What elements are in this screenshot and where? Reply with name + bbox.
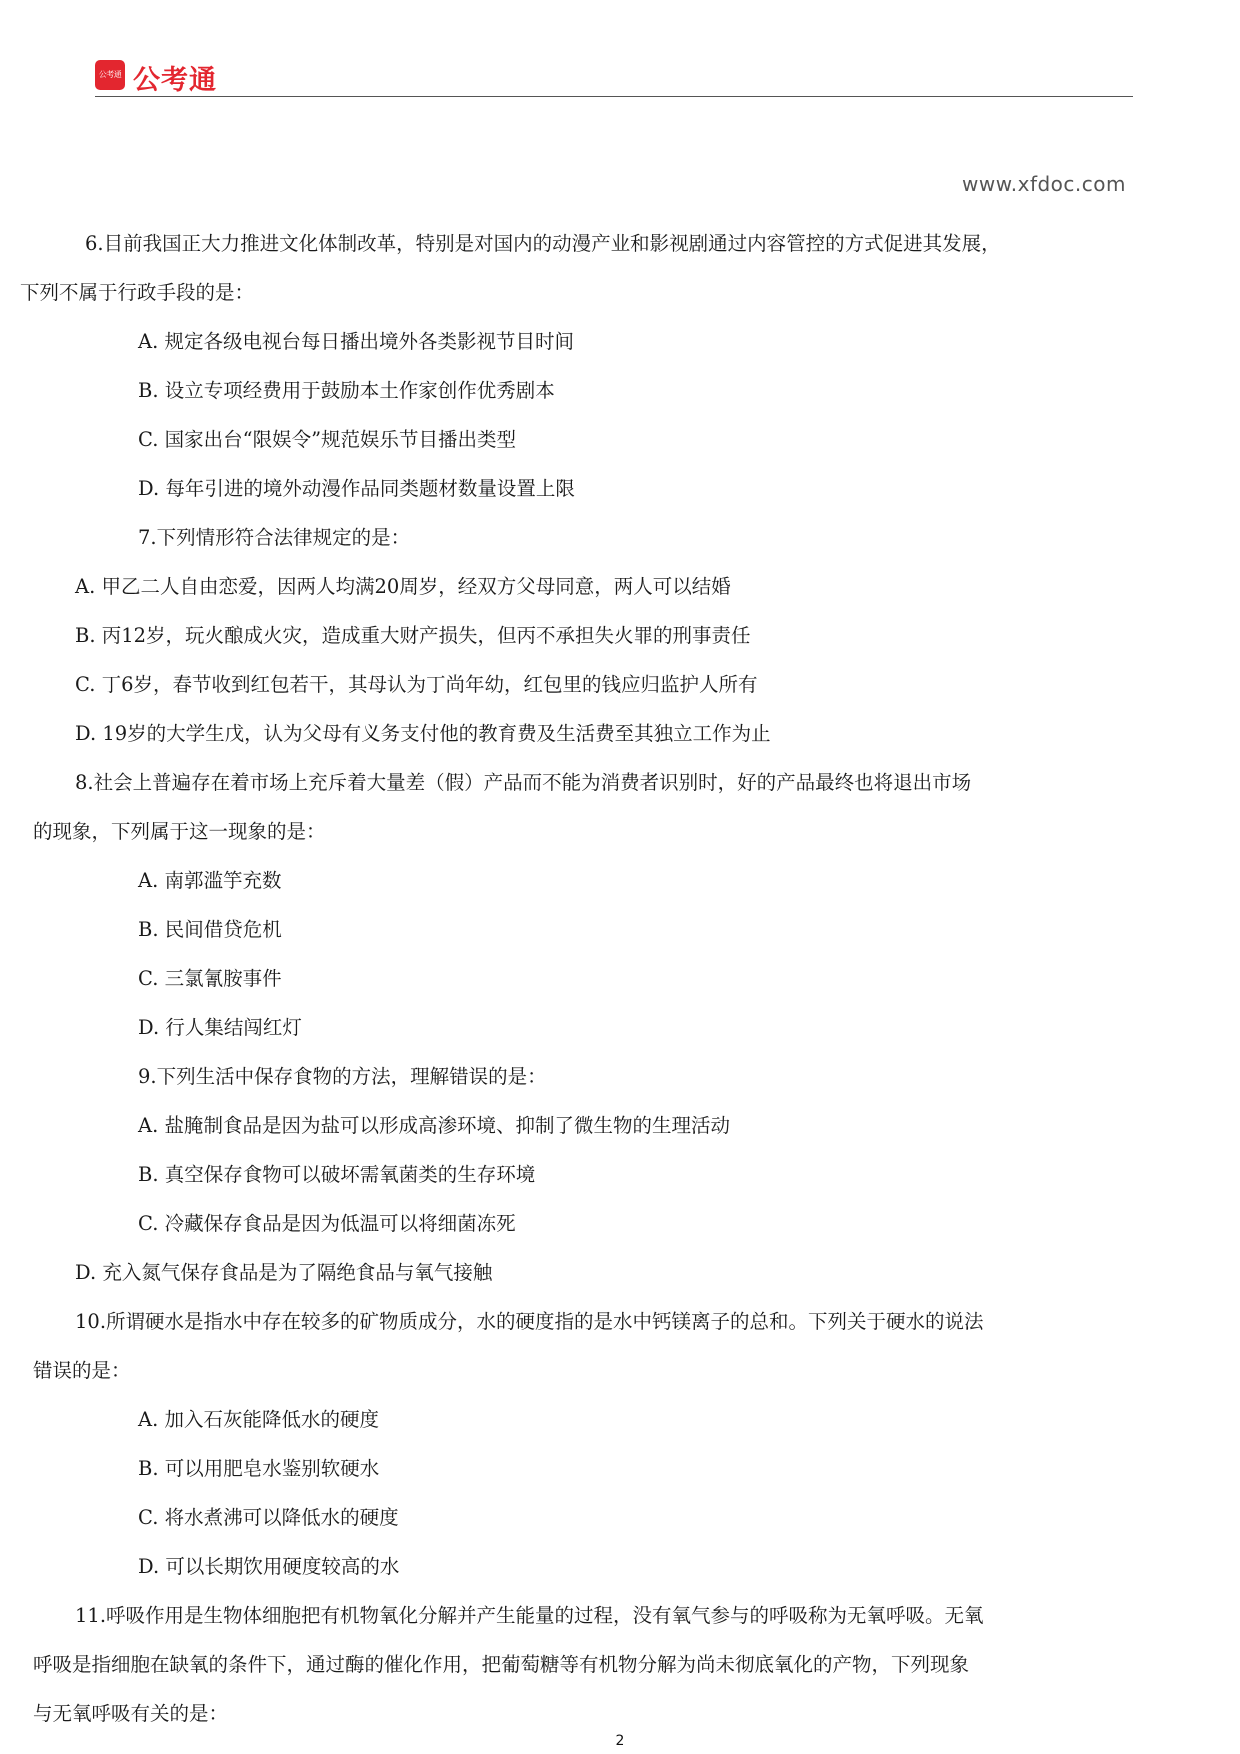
q6-stem-cont: 下列不属于行政手段的是： (20, 281, 255, 304)
q7-option-d: D. 19岁的大学生戊，认为父母有义务支付他的教育费及生活费至其独立工作为止 (75, 722, 771, 745)
q9-option-b: B. 真空保存食物可以破坏需氧菌类的生存环境 (138, 1163, 536, 1186)
q6-option-d: D. 每年引进的境外动漫作品同类题材数量设置上限 (138, 477, 575, 500)
q9-stem: 9.下列生活中保存食物的方法，理解错误的是： (138, 1065, 547, 1088)
q8-option-a: A. 南郭滥竽充数 (138, 869, 282, 892)
q8-stem: 8.社会上普遍存在着市场上充斥着大量差（假）产品而不能为消费者识别时，好的产品最终也将退出市场 (75, 771, 972, 794)
header-divider (95, 96, 1133, 97)
q11-stem-cont2: 与无氧呼吸有关的是： (33, 1702, 229, 1725)
q8-stem-cont: 的现象，下列属于这一现象的是： (33, 820, 326, 843)
q11-stem: 11.呼吸作用是生物体细胞把有机物氧化分解并产生能量的过程，没有氧气参与的呼吸称为无氧呼吸。无氧 (75, 1604, 984, 1627)
q6-option-a: A. 规定各级电视台每日播出境外各类影视节目时间 (138, 330, 574, 353)
q9-option-d: D. 充入氮气保存食品是为了隔绝食品与氧气接触 (75, 1261, 493, 1284)
q9-option-c: C. 冷藏保存食品是因为低温可以将细菌冻死 (138, 1212, 516, 1235)
q10-stem: 10.所谓硬水是指水中存在较多的矿物质成分，水的硬度指的是水中钙镁离子的总和。下列关于硬水的说法 (75, 1310, 984, 1333)
q8-option-c: C. 三氯氰胺事件 (138, 967, 282, 990)
logo-text: 公考通 (133, 65, 217, 96)
q7-stem: 7.下列情形符合法律规定的是： (138, 526, 411, 549)
q11-stem-cont: 呼吸是指细胞在缺氧的条件下，通过酶的催化作用，把葡萄糖等有机物分解为尚未彻底氧化的产物，下列现象 (33, 1653, 970, 1676)
q10-stem-cont: 错误的是： (33, 1359, 131, 1382)
site-url: www.xfdoc.com (962, 172, 1126, 196)
q6-option-c: C. 国家出台“限娱令”规范娱乐节目播出类型 (138, 428, 517, 451)
q6-stem: 6.目前我国正大力推进文化体制改革，特别是对国内的动漫产业和影视剧通过内容管控的方式促进其发展， (85, 232, 1001, 255)
q10-option-d: D. 可以长期饮用硬度较高的水 (138, 1555, 400, 1578)
q8-option-b: B. 民间借贷危机 (138, 918, 282, 941)
q7-option-a: A. 甲乙二人自由恋爱，因两人均满20周岁，经双方父母同意，两人可以结婚 (75, 575, 731, 598)
page-number: 2 (615, 1733, 625, 1749)
q7-option-c: C. 丁6岁，春节收到红包若干，其母认为丁尚年幼，红包里的钱应归监护人所有 (75, 673, 758, 696)
q10-option-c: C. 将水煮沸可以降低水的硬度 (138, 1506, 399, 1529)
q8-option-d: D. 行人集结闯红灯 (138, 1016, 302, 1039)
q9-option-a: A. 盐腌制食品是因为盐可以形成高渗环境、抑制了微生物的生理活动 (138, 1114, 730, 1137)
q6-option-b: B. 设立专项经费用于鼓励本土作家创作优秀剧本 (138, 379, 555, 402)
q7-option-b: B. 丙12岁，玩火酿成火灾，造成重大财产损失，但丙不承担失火罪的刑事责任 (75, 624, 751, 647)
logo-badge-icon: 公考通 (95, 60, 125, 90)
q10-option-b: B. 可以用肥皂水鉴别软硬水 (138, 1457, 380, 1480)
q10-option-a: A. 加入石灰能降低水的硬度 (138, 1408, 379, 1431)
